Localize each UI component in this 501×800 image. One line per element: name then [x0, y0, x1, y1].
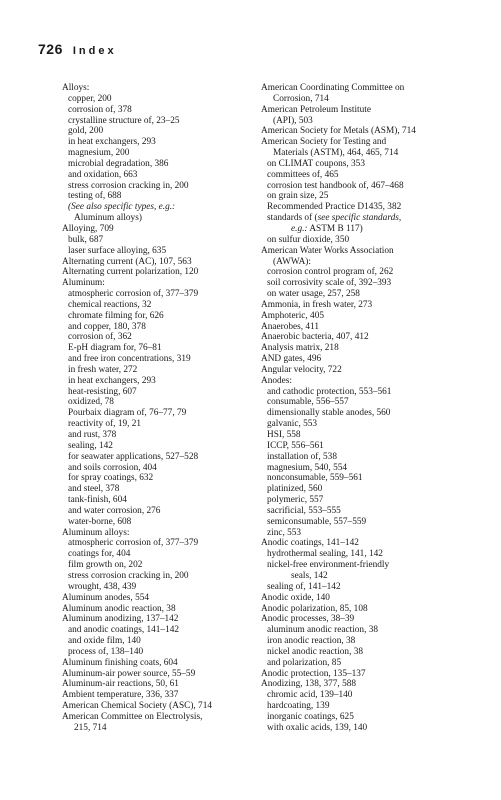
index-subentry: wrought, 438, 439 — [68, 581, 137, 592]
index-subentry: consumable, 556–557 — [267, 397, 349, 408]
index-subentry: process of, 138–140 — [68, 646, 144, 657]
index-entry: American Society for Testing and — [261, 137, 387, 148]
index-subentry: nickel anodic reaction, 38 — [267, 646, 364, 657]
index-entry: Alternating current (AC), 107, 563 — [62, 256, 192, 267]
index-subentry: corrosion test handbook of, 467–468 — [267, 180, 404, 191]
index-subentry: on water usage, 257, 258 — [267, 289, 360, 300]
index-subentry: corrosion of, 378 — [68, 104, 132, 115]
index-subentry: nonconsumable, 559–561 — [267, 473, 363, 484]
index-subentry: for seawater applications, 527–528 — [68, 451, 199, 462]
index-subentry: galvanic, 553 — [267, 419, 318, 430]
index-entry: Alloys: — [62, 83, 90, 93]
index-subentry: film growth on, 202 — [68, 560, 143, 571]
index-entry: American Society for Metals (ASM), 714 — [261, 126, 416, 137]
index-subentry: committees of, 465 — [267, 169, 339, 180]
index-subentry: (AWWA): — [273, 256, 311, 267]
index-entry: Anaerobes, 411 — [261, 321, 320, 332]
index-subentry: reactivity of, 19, 21 — [68, 419, 142, 430]
index-subentry: and rust, 378 — [68, 430, 117, 440]
index-subentry: Pourbaix diagram of, 76–77, 79 — [68, 408, 187, 419]
index-entry: Ammonia, in fresh water, 273 — [261, 299, 373, 310]
index-subentry: in fresh water, 272 — [68, 364, 138, 375]
index-subentry: bulk, 687 — [68, 234, 104, 245]
index-entry: Aluminum-air power source, 55–59 — [62, 668, 196, 679]
index-subentry: HSI, 558 — [267, 430, 301, 440]
index-subentry: hardcoating, 139 — [267, 701, 330, 712]
index-subentry: semiconsumable, 557–559 — [267, 516, 367, 527]
index-subentry: installation of, 538 — [267, 451, 337, 462]
index-subentry: and cathodic protection, 553–561 — [267, 386, 392, 397]
index-entry: Anodic oxide, 140 — [261, 592, 330, 603]
index-subentry: and polarization, 85 — [267, 657, 342, 668]
index-subentry: chemical reactions, 32 — [68, 299, 152, 310]
index-column-right — [261, 83, 466, 734]
index-subentry: nickel-free environment-friendly — [267, 560, 390, 571]
index-subentry: (API), 503 — [273, 115, 313, 126]
running-header — [38, 41, 117, 59]
index-entry: Anaerobic bacteria, 407, 412 — [261, 332, 369, 343]
section-title: Index — [72, 45, 117, 57]
index-entry: Alternating current polarization, 120 — [62, 267, 199, 278]
index-subentry: for spray coatings, 632 — [68, 473, 154, 484]
index-subentry: in heat exchangers, 293 — [68, 375, 156, 386]
index-entry: Aluminum anodic reaction, 38 — [62, 603, 176, 614]
index-entry: Aluminum: — [62, 278, 105, 289]
index-subentry: ICCP, 556–561 — [267, 440, 324, 451]
index-subentry: Materials (ASTM), 464, 465, 714 — [273, 148, 399, 159]
index-subentry: and anodic coatings, 141–142 — [68, 625, 180, 636]
index-subentry: corrosion control program of, 262 — [267, 267, 394, 278]
index-subentry: chromate filming for, 626 — [68, 310, 164, 321]
index-entry: American Committee on Electrolysis, — [62, 711, 203, 722]
index-subentry: on CLIMAT coupons, 353 — [267, 158, 365, 169]
index-entry: Ambient temperature, 336, 337 — [62, 690, 179, 701]
index-entry: AND gates, 496 — [261, 354, 322, 365]
index-subentry: seals, 142 — [291, 570, 328, 581]
index-subentry: soil corrosivity scale of, 392–393 — [267, 278, 392, 289]
index-subentry: sealing, 142 — [68, 440, 113, 451]
index-entry: Anodizing, 138, 377, 588 — [261, 679, 357, 690]
page-number: 726 — [38, 41, 63, 57]
index-entry: Anodic coatings, 141–142 — [261, 538, 359, 549]
index-subentry: inorganic coatings, 625 — [267, 711, 354, 722]
index-entry: Analysis matrix, 218 — [261, 343, 339, 354]
index-entry: American Coordinating Committee on — [261, 83, 405, 93]
index-subentry: microbial degradation, 386 — [68, 158, 169, 169]
index-subentry: aluminum anodic reaction, 38 — [267, 625, 379, 636]
index-subentry: water-borne, 608 — [68, 516, 132, 527]
index-entry: Angular velocity, 722 — [261, 364, 342, 375]
index-subentry: 215, 714 — [74, 722, 107, 733]
index-subentry: on grain size, 25 — [267, 191, 329, 202]
index-entry: Anodic polarization, 85, 108 — [261, 603, 368, 614]
index-subentry: and soils corrosion, 404 — [68, 462, 157, 473]
index-subentry: heat-resisting, 607 — [68, 386, 137, 397]
index-subentry: and oxide film, 140 — [68, 636, 141, 647]
index-subentry: and free iron concentrations, 319 — [68, 354, 191, 365]
index-subentry: oxidized, 78 — [68, 397, 114, 408]
index-subentry: platinized, 560 — [267, 484, 323, 495]
index-subentry: Aluminum alloys) — [74, 213, 142, 224]
index-subentry: sacrificial, 553–555 — [267, 505, 341, 516]
index-subentry: dimensionally stable anodes, 560 — [267, 408, 391, 419]
index-subentry: testing of, 688 — [68, 191, 122, 202]
index-subentry: in heat exchangers, 293 — [68, 137, 156, 148]
index-subentry: and steel, 378 — [68, 484, 120, 495]
index-subentry: hydrothermal sealing, 141, 142 — [267, 549, 383, 560]
index-entry: Aluminum anodes, 554 — [62, 592, 150, 603]
index-subentry: (See also specific types, e.g.: — [68, 202, 176, 213]
index-subentry: and water corrosion, 276 — [68, 505, 161, 516]
index-subentry: stress corrosion cracking in, 200 — [68, 180, 189, 191]
index-entry: Aluminum finishing coats, 604 — [62, 657, 178, 668]
index-subentry: e.g.: ASTM B 117) — [291, 223, 363, 234]
index-subentry: stress corrosion cracking in, 200 — [68, 570, 189, 581]
index-subentry: polymeric, 557 — [267, 495, 324, 506]
index-subentry: magnesium, 200 — [68, 148, 130, 159]
index-subentry: corrosion of, 362 — [68, 332, 132, 343]
index-entry: Amphoteric, 405 — [261, 310, 324, 321]
index-subentry: with oxalic acids, 139, 140 — [267, 722, 368, 733]
index-subentry: Recommended Practice D1435, 382 — [267, 202, 402, 213]
index-subentry: copper, 200 — [68, 93, 112, 104]
index-subentry: Corrosion, 714 — [273, 93, 329, 104]
index-subentry: standards of (see specific standards, — [267, 213, 402, 224]
index-entry: American Water Works Association — [261, 245, 394, 256]
index-subentry: chromic acid, 139–140 — [267, 690, 353, 701]
index-entry: Aluminum anodizing, 137–142 — [62, 614, 179, 625]
index-entry: Aluminum alloys: — [62, 527, 130, 538]
index-subentry: gold, 200 — [68, 126, 104, 137]
index-entry: Anodes: — [261, 375, 292, 386]
index-entry: Aluminum-air reactions, 50, 61 — [62, 679, 179, 690]
index-entry: American Petroleum Institute — [261, 104, 371, 115]
index-subentry: E-pH diagram for, 76–81 — [68, 343, 162, 354]
index-entry: Anodic protection, 135–137 — [261, 668, 366, 679]
index-subentry: atmospheric corrosion of, 377–379 — [68, 289, 199, 300]
index-subentry: coatings for, 404 — [68, 549, 131, 560]
index-subentry: and oxidation, 663 — [68, 169, 138, 180]
index-entry: Anodic processes, 38–39 — [261, 614, 355, 625]
index-subentry: laser surface alloying, 635 — [68, 245, 167, 256]
index-subentry: magnesium, 540, 554 — [267, 462, 348, 473]
index-subentry: iron anodic reaction, 38 — [267, 636, 356, 647]
index-subentry: zinc, 553 — [267, 527, 302, 538]
index-subentry: sealing of, 141–142 — [267, 581, 341, 592]
index-entry: Alloying, 709 — [62, 223, 114, 234]
index-subentry: and copper, 180, 378 — [68, 321, 146, 332]
index-subentry: tank-finish, 604 — [68, 495, 127, 506]
index-subentry: atmospheric corrosion of, 377–379 — [68, 538, 199, 549]
index-column-left — [62, 83, 262, 734]
index-subentry: on sulfur dioxide, 350 — [267, 234, 350, 245]
index-subentry: crystalline structure of, 23–25 — [68, 115, 180, 126]
index-entry: American Chemical Society (ASC), 714 — [62, 701, 213, 712]
